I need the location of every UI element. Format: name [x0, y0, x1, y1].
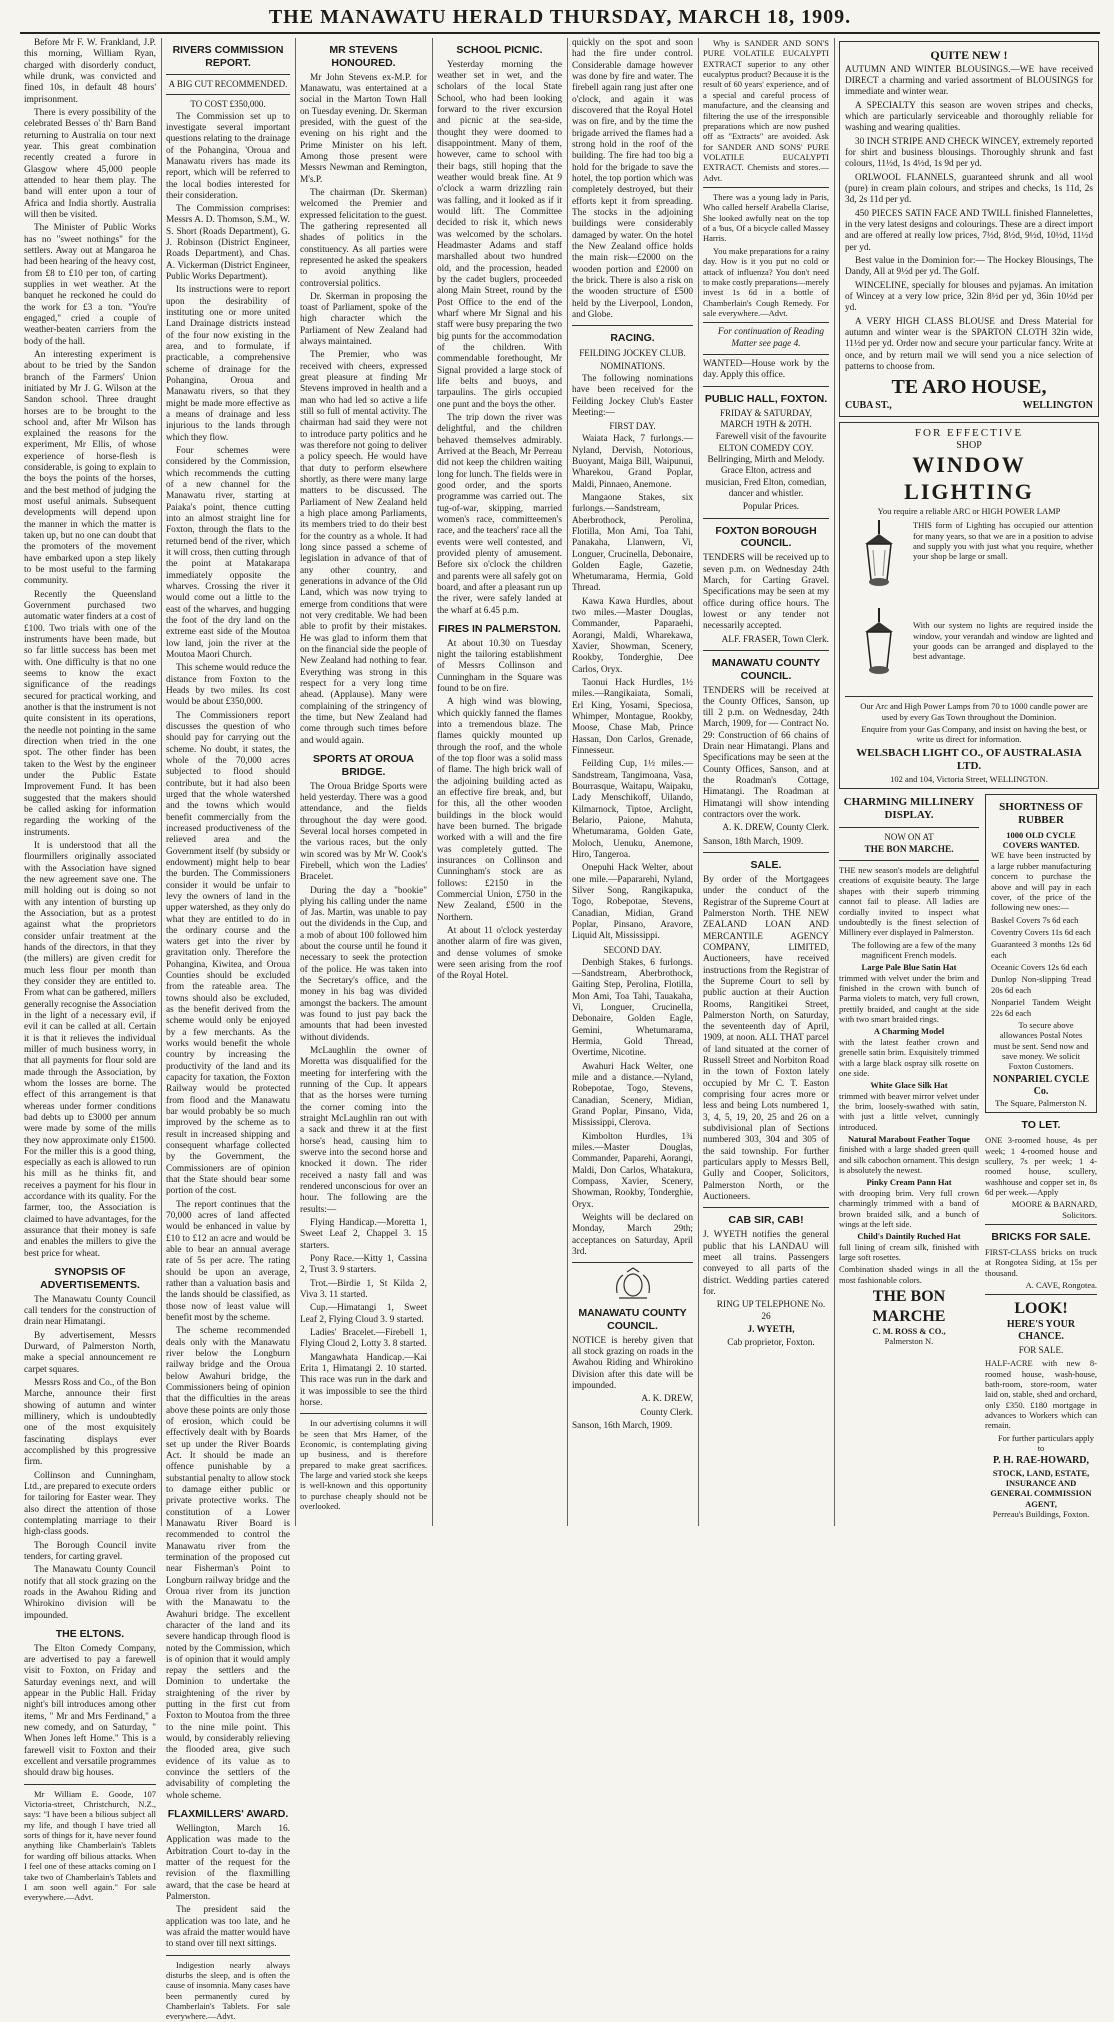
flaxmillers-paragraph: Wellington, March 16. Application was made to the Arbitration Court to-day in the matter of the request for the revision of the flaxmilling award, that the case be heard at Palmerston. [166, 1823, 290, 1902]
news-paragraph: An interesting experiment is about to be tried by the Sandon branch of the Farmers' Union initiated by Mr J. G. Wilson at the Sandon school. Three draught horses are to be brought to the school and, after Mr Wilson has explained the reasons for the experiment, Mr Ellis, of whose experience of horse-flesh is considerable, is going to explain to the boys the points of the horses, and the best method of judging the most useful animals. Subsequent developments will depend upon the manner in which the matter is taken up, but no one can doubt that the promoters of the movement have embarked upon a step likely to be most useful to the farming community. [24, 349, 156, 587]
picnic-paragraph: Yesterday morning the weather set in wet, and the scholars of the local State School, who had been looking forward to the river excursion and picnic at the sea-side, thought they were doomed to disappointment. Many of them, however, came to school with their bags, still hoping that the weather would break fine. At 9 o'clock a warm drizzling rain was falling, and it looked as if it would lift. The Committee decided to risk it, which news was welcomed by the scholars. Headmaster Adams and staff marshalled about two hundred old, and the procession, headed by the cadet buglers, proceeded along Main Street, round by the Post Office to the end of the wharf where Mr Signal and his staff were busy preparing the two big punts for the accommodation of the children. With commendable forethought, Mr Signal provided a large stock of life belts and buoys, and tarpaulins. The girls occupied one punt and the boys the other. [437, 59, 562, 410]
hat-name: Pinky Cream Pann Hat [866, 1177, 952, 1188]
bricks-signature: A. CAVE, Rongotea. [1025, 1279, 1097, 1290]
news-paragraph: Recently the Queensland Government purchased two automatic water finders at a cost of £100. Two trials with one of the instruments have been made, but so far little success has been met with. One difficulty is that no one seems to know the exact significance of the readings secured for practical working, and another is that the instrument is not quite consistent in its operations, the needle not pointing in the same direction when tried in the one spot. The other finder has been taken to the West by the engineer under the Public Estate Improvement Fund. It has been suggested that the makers should be called asking for information regarding the working of the instruments. [24, 589, 156, 838]
lighting-foot: Our Arc and High Power Lamps from 70 to 1000 candle power are used by every Gas Town throughout the Dominion. [860, 701, 1088, 722]
rubber-price: Coventry Covers 11s 6d each [991, 927, 1091, 937]
lighting-body-row-2 [845, 604, 1093, 692]
lower-right-ads [839, 794, 1099, 1519]
stevens-heading: MR STEVENS HONOURED. [329, 44, 398, 69]
borough-body: TENDERS will be received up to seven p.m. on Wednesday 24th March, for Carting Gravel. Specifications may be seen at my office during office hours. The lowest or any tender not necessarily accepted. [703, 553, 829, 632]
column-rule [161, 38, 162, 1526]
second-day-label: SECOND DAY. [603, 944, 662, 955]
divider [572, 1262, 693, 1263]
lighting-foot-2: Enquire from your Gas Company, and insist on having the best, or write us direct for information. [861, 724, 1087, 745]
bon-marche-logo: THE BON MARCHE [872, 1288, 946, 1325]
rae-howard-title: STOCK, LAND, ESTATE, INSURANCE AND GENERAL COMMISSION AGENT, [990, 1467, 1092, 1509]
county-notice-signature: A. K. DREW, [641, 1394, 693, 1405]
quite-new-item: 450 PIECES SATIN FACE AND TWILL finished Flannelettes, in the very latest designs and colourings. These are a direct import and are offered at really low prices, 7½d, 8½d, 9½d, 10½d, 11½d per yd. [845, 208, 1093, 253]
divider [703, 650, 829, 651]
divider [703, 187, 829, 188]
nonpariel-address: The Square, Palmerston N. [995, 1098, 1087, 1109]
sale-body: By order of the Mortgagees under the conduct of the Registrar of the Supreme Court at Palmerston North. THE NEW ZEALAND LOAN AND MERCANTILE AGENCY COMPANY, LIMITED, Auctioneers, have received instructions from the Registrar of the Supreme Court to sell by public auction at their Auction Rooms, Rangitikei Street, Palmerston North, on Saturday, the seventeenth day of April, 1909, at noon. ALL THAT parcel of land situated at the corner of Russell Street and Norbiton Road in the town of Foxton lately occupied by Mr C. T. Easton comprising four acres more or less and being Lots numbered 1, 3, 4, 5, 19, 20, 25 and 26 on a subdivisional plan of Sections numbered 303, 304 and 305 of the said township. For further particulars apply to Messrs Bell, Gully and Cooper, Solicitors, Palmerston North, or the Auctioneers. [703, 874, 829, 1203]
eltons-heading: THE ELTONS. [55, 1627, 125, 1640]
rubber-subheading: 1000 OLD CYCLE COVERS WANTED. [1002, 829, 1080, 851]
millinery-body: THE new season's models are delightful creations of exquisite beauty. The large shapes with their superb trimming cannot fail to please. All ladies are cordially invited to inspect what undoubtedly is the finest selection of Millinery ever displayed in Palmerston. [839, 865, 979, 938]
welsbach-name: WELSBACH LIGHT CO., OF AUSTRALASIA LTD. [856, 746, 1082, 773]
rubber-price: Dunlop Non-slipping Tread 20s 6d each [991, 974, 1091, 995]
bon-marche-owner: C. M. ROSS & CO., [872, 1326, 946, 1337]
public-hall-prices: Popular Prices. [742, 502, 800, 513]
cab-heading: CAB SIR, CAB! [728, 1214, 804, 1227]
divider [24, 1784, 156, 1785]
news-paragraph: It is understood that all the flourmillers originally associated with the Association have signed the new agreement save one. The mill holding out is doing so not with any intention of bursting up the Association, but as a protest against what the proprietors consider unfair treatment at the hands of the directors, in that they (the millers) are given credit for much less flour per month than they consider they are entitled to. From what can be gathered, millers generally recognise the Association in the light of a necessary evil, if evil it can be called at all. Certain it is that it relieves the individual miller of much business worry, in that all payments for flour sold are made through the Association, by whom the losses are borne. The effect of this arrangement is that whereas under former conditions bad debts up to £3000 per annum were made by some of the mills they now approximate only £1500. For the miller this is a good thing, especially as each is allowed to run his mill as he thinks fit, and receives a payment for his flour in accordance with its quality. For the farmer, too, the Association is claimed to have advantages, for the assurance that their money is safe and enables the millers to give the best price for wheat. [24, 840, 156, 1259]
rubber-foot: To secure above allowances Postal Notes must be sent. Send now and save money. We solicit Foxton Customers. [993, 1019, 1089, 1072]
lighting-body-row [845, 516, 1093, 604]
te-aro-street: CUBA ST., [845, 399, 892, 411]
synopsis-item: The Borough Council invite tenders, for carting gravel. [24, 1540, 156, 1562]
hat-description: finished with a large shaded green quill and silk cabochon ornament. This design is absolutely the newest. [839, 1144, 979, 1176]
fires-paragraph: A high wind was blowing, which quickly fanned the flames into a tremendous blaze. The flames quickly mounted up through the roof, and the whole of the top floor was a solid mass of flame. The high brick wall of the adjoining building acted as an effective fire break, and, but for this, all the other wooden buildings in the block would have been burned. The brigade worked with a will and the fire was completely gutted. The insurances on Collinson and Cunningham's stock are as follows: £2150 in the Commercial Union, £750 in the New Zealand, £500 in the Northern. [437, 697, 562, 923]
hat-name: Child's Daintily Ruched Hat [857, 1231, 961, 1242]
rivers-paragraph: The Commissioners report discusses the question of who should pay for carrying out the scheme. No doubt, it states, the whole of the 70,000 acres subjected to flood should contribute, but it had also been urged that the whole watershed and the towns which would benefit commercially from the increased productiveness of the relieved area and the Government itself (by subsidy or endowment) might help to bear the burden. The Commissioners consider it would be unfair to levy the owners of land in the upper watershed, as they only do what they are entitled to do in the ordinary course and the waters get into the river by gravitation only. Therefore the Pohangina, Kiwitea, and Oroua Counties should be excluded from the rateable area. The towns should also be excluded, as the benefit derived from the scheme would only be enjoyed by a few merchants. As the works would benefit the whole country by increasing the productivity of the land and its capacity for taxation, the Foxton Railway would be protected from flood and the Manawatu bar would probably be so much improved by the scheme as to result in increased shipping and consequent wharfage collected by the Government, the Commissioners are of opinion that the State should bear some portion of the cost. [166, 710, 290, 1197]
race-entry: Kawa Kawa Hurdles, about two miles.—Master Douglas, Commander, Paparaehi, Aorangi, Maldi, Wharekawa, Xavier, Showman, Scenery, Rookby, Tonderghie, Dee Carlos, Oryx. [572, 596, 693, 675]
weights-notice: Weights will be declared on Monday, March 29th; acceptances on Saturday, April 3rd. [572, 1212, 693, 1257]
divider [166, 74, 290, 75]
divider [845, 696, 1093, 697]
column-rule [834, 38, 835, 1526]
sports-result: Mangawhata Handicap.—Kai Erita 1, Himatangi 2. 10 started. This race was run in the dark and it was impossible to see the third horse. [300, 1352, 427, 1408]
flaxmillers-heading: FLAXMILLERS' AWARD. [167, 1808, 289, 1821]
economic-advt: In our advertising columns it will be seen that Mrs Hamer, of the Economic, is contemplating giving up business, and is therefore prepared to make great sacrifices. The large and varied stock she keeps is well-known and this opportunity to purchase cheaply should not be overlooked. [300, 1418, 427, 1512]
look-subheading: HERE'S YOUR CHANCE. [1006, 1318, 1076, 1343]
fires-paragraph: At about 11 o'clock yesterday another alarm of fire was given, and dense volumes of smoke were seen arising from the roof of the Royal Hotel. [437, 925, 562, 982]
rubber-price: Nonpariel Tandem Weight 22s 6d each [991, 997, 1091, 1018]
rubber-price: Baskel Covers 7s 6d each [991, 914, 1079, 925]
eucalypti-advt: Why is SANDER AND SON'S PURE VOLATILE EUCALYPTI EXTRACT superior to any other eucalyptus product? Because it is the result of 60 years' experience, and of a special and careful process of manufacture, and the cleansing and filtering the use of the irresponsible preparations which are now pushed off as "Extracts" are avoided. Ask for SANDER AND SONS' PURE VOLATILE EUCALYPTI EXTRACT. Chemists and stores.—Advt. [703, 38, 829, 183]
rubber-price: Guaranteed 3 months 12s 6d each [991, 939, 1091, 960]
rivers-heading: RIVERS COMMISSION REPORT. [172, 44, 284, 69]
testimonial-advt: Mr William E. Goode, 107 Victoria-street, Christchurch, N.Z., says: "I have been a bilious subject all my life, and though I have tried all sorts of things for it, have never found anything like Chamberlain's Tablets for warding off bilious attacks. When I feel one of these attacks coming on I take two of Chamberlain's Tablets and I am soon well again." For sale everywhere.—Advt. [24, 1788, 156, 1903]
eltons-paragraph: The Elton Comedy Company, are advertised to pay a farewell visit to Foxton, on Friday and Saturday evenings next, and will appear in the Public Hall. Friday night's bill introduces among other items, " Mr and Mrs Ferdinand," a new comedy, and on Saturday, " When Jones left Home." This is a farewell visit to Foxton and their excellent and versatile programmes should draw big houses. [24, 1643, 156, 1779]
mcc-body: TENDERS will be received at the County Offices, Sanson, up till 2 p.m. on Wednesday, 24th March, 1909, for — Contract No. 29: Construction of 66 chains of Drain near Himatangi. Plans and Specifications may be seen at the County Offices, Sanson, and at the Roadman's Cottage, Himatangi. The Roadman at Himatangi will show intending contractors over the work. [703, 685, 829, 821]
column-7 [839, 38, 1099, 1526]
public-hall-date: FRIDAY & SATURDAY, MARCH 19TH & 20TH. [719, 408, 813, 430]
rivers-paragraph: Its instructions were to report upon the desirability of instituting one or more united Land Drainage districts instead of the four now existing in the area, and to formulate, if practicable, a comprehensive scheme of drainage for the Pohangina, Oroua and Manawatu rivers, so that they might be made more effective as a means of drainage and less injurious to the lands through which they flow. [166, 285, 290, 443]
rivers-subheading: A BIG CUT RECOMMENDED. [168, 78, 288, 89]
first-day-label: FIRST DAY. [609, 421, 656, 432]
te-aro-advert [839, 41, 1099, 417]
column-6 [703, 38, 829, 1526]
to-let-body: ONE 3-roomed house, 4s per week; 1 4-roomed house and scullery, 7s per week; 1 4-roomed house, scullery, washhouse and copper set in, 8s 6d per week.—Apply [985, 1135, 1097, 1197]
divider [839, 860, 979, 861]
bon-marche-place: Palmerston N. [884, 1336, 934, 1347]
quite-new-subheading: AUTUMN AND WINTER BLOUSINGS.—WE have received DIRECT a charming and varied assortment of BLOUSINGS for immediate and winter wear. [845, 64, 1093, 98]
synopsis-item: The Manawatu County Council call tenders for the construction of drain near Himatangi. [24, 1294, 156, 1328]
rubber-body: WE have been instructed by a large rubber manufacturing concern to purchase the above and will pay in each cover, of the price of the following new ones:— [991, 850, 1091, 913]
column-rule [698, 38, 699, 1526]
borough-signature: ALF. FRASER, Town Clerk. [721, 634, 829, 645]
lighting-sub: You require a reliable ARC or HIGH POWER LAMP [877, 505, 1061, 516]
county-notice-title: County Clerk. [640, 1407, 693, 1418]
county-notice-body: NOTICE is hereby given that all stock grazing on roads in the Awahou Riding and Whirokino Division after this date will be impounded. [572, 1335, 693, 1392]
quite-new-item: Best value in the Dominion for:— The Hockey Blousings, The Dandy, All at 9½d per yd. The Golf. [845, 255, 1093, 278]
rivers-paragraph: The Commission set up to investigate several important questions relating to the drainage of the Pohangina, 'Oroua and Manawatu rivers has made its report, which will be referred to the local bodies interested for their consideration. [166, 111, 290, 201]
bricks-heading: BRICKS FOR SALE. [991, 1231, 1091, 1244]
te-aro-city: WELLINGTON [1022, 399, 1093, 411]
divider [703, 518, 829, 519]
synopsis-item: By advertisement, Messrs Durward, of Palmerston North, make a special announcement re carpet squares. [24, 1330, 156, 1375]
picnic-heading: SCHOOL PICNIC. [456, 44, 543, 56]
bricks-body: FIRST-CLASS bricks on truck at Rongotea Siding, at 15s per thousand. [985, 1246, 1097, 1278]
divider [703, 386, 829, 387]
millinery-list-intro: The following are a few of the many magnificent French models. [851, 939, 977, 960]
public-hall-heading: PUBLIC HALL, FOXTON. [704, 392, 828, 405]
divider [572, 325, 693, 326]
synopsis-item: Messrs Ross and Co., of the Bon Marche, announce their first showing of autumn and winter millinery, which is undoubtedly one of the most exquisitely fascinating displays ever accomplished by this progressive firm. [24, 1378, 156, 1468]
race-entry: Mangaone Stakes, six furlongs.—Sandstream, Aberbrothock, Perolina, Flotilla, Mon Ami, Toa Tahi, Panakaha, Llanwern, Vi, Longuer, Crucinella, Debonaire, Golden Eagle, Gazetie, Whetumarama, Hermia, Gold Thread. [572, 492, 693, 594]
look-foot: For further particulars apply to [997, 1432, 1095, 1454]
divider [839, 827, 979, 828]
rivers-cost: TO COST £350,000. [190, 98, 266, 109]
indigestion-advt: Indigestion nearly always disturbs the sleep, and is often the cause of insomnia. Many cases have been permanently cured by Chamberlain's Tablets. For sale everywhere.—Advt. [166, 1959, 290, 2022]
sports-result: Flying Handicap.—Moretta 1, Sweet Leaf 2, Chappel 3. 15 starters. [300, 1218, 427, 1251]
millinery-column [839, 794, 979, 1519]
rivers-paragraph: The Commission comprises: Messrs A. D. Thomson, S.M., W. S. Short (Roads Department), G. J. Robinson (District Engineer, Roads Department), and Chas. A. Vickerman (District Engineer, Public Works Department). [166, 204, 290, 283]
column-rule [432, 38, 433, 1526]
hat-description: trimmed with velvet under the brim and finished in the crown with bunch of Parma violets to match, very full crown, prettily braided, and caught at the side with two smart braided rings. [839, 972, 979, 1025]
millinery-now-on: NOW ON AT [884, 831, 934, 842]
lighting-pre: FOR EFFECTIVE [914, 426, 1024, 439]
cab-telephone: RING UP TELEPHONE No. 26 [716, 1300, 826, 1322]
rivers-paragraph: This scheme would reduce the distance from Foxton to the Heads by two miles. Its cost would be about £350,000. [166, 663, 290, 708]
cab-title: Cab proprietor, Foxton. [727, 1338, 815, 1349]
news-paragraph: There is every possibility of the celebrated Besses o' th' Barn Band returning to Australia on tour next year. This great combination recently created a furore in Glasgow where 45,000 people attended to hear them play. The band will enter upon a tour of Africa and India shortly. Australia will then be visited. [24, 107, 156, 220]
racing-intro: The following nominations have been received for the Feilding Jockey Club's Easter Meeting:— [572, 373, 693, 418]
racing-club: FEILDING JOCKEY CLUB. [579, 348, 686, 358]
quite-new-item: ORLWOOL FLANNELS, guaranteed shrunk and all wool (pure) in cream plain colours, and stripes and checks, 1s 11d, 2s 3d, 2s 11d per yd. [845, 172, 1093, 206]
mcc-signature: A. K. DREW, County Clerk. [722, 823, 829, 834]
rubber-advert [985, 794, 1097, 1113]
hat-name: Natural Marabout Feather Toque [848, 1134, 970, 1145]
quite-new-item: A SPECIALTY this season are woven stripes and checks, which are particularly serviceable and thoroughly reliable for washing and wearing qualities. [845, 100, 1093, 134]
sports-paragraph: During the day a "bookie" plying his calling under the name of Jas. Martin, was unable to pay out the dividends in the Cup, and a mob of about 100 followed him about the course until he found it necessary to seek the protection of the police. He was taken into the Secretary's office, and the money in his bag was divided amongst the backers. The amount was found to just pay back the amounts that had been invested without dividends. [300, 885, 427, 1043]
quite-new-item: WINCELINE, specially for blouses and pyjamas. An imitation of Wincey at a very low price, 32in 8½d per yd, 36in 10½d per yd. [845, 280, 1093, 314]
mcc-heading: MANAWATU COUNTY COUNCIL. [711, 656, 821, 682]
divider [703, 322, 829, 323]
picnic-paragraph: The trip down the river was delightful, and the children behaved themselves admirably. Arrived at the Beach, Mr Perreau did not keep the children waiting long for lunch. The fields were in good order, and the sports programme was carried out. The tug-of-war, skipping, married women's race, committeemen's race, and the teachers' race all the events were well contested, and provided plenty of amusement. Before six o'clock the children and parents were all safely got on board, and after a pleasant run up the river, were safely landed at the wharf at 6.45 p.m. [437, 412, 562, 616]
hat-name: White Glace Silk Hat [870, 1080, 948, 1091]
column-rule [295, 38, 296, 1526]
welsbach-address: 102 and 104, Victoria Street, WELLINGTON. [890, 773, 1048, 784]
fires-heading: FIRES IN PALMERSTON. [438, 622, 561, 635]
cab-body: J. WYETH notifies the general public that his LANDAU will meet all trains. Passengers conveyed to all parts of the district. Wedding parties catered for. [703, 1230, 829, 1297]
sports-result: Cup.—Himatangi 1, Sweet Leaf 2, Flying Cloud 3. 9 started. [300, 1303, 427, 1325]
street-lamp-icon [859, 520, 899, 600]
look-for-sale: FOR SALE. [1018, 1345, 1064, 1356]
race-entry: Taonui Hack Hurdles, 1½ miles.—Rangikaiata, Somali, Erl King, Yosami, Speciosa, Whimper, Montague, Rookby, Moose, Chase Mab, Prince Hassan, Don Carlos, Grenade, Finnesseur. [572, 678, 693, 757]
look-body: HALF-ACRE with new 8-roomed house, wash-house, bath-room, store-room, water laid on, stable, shed and orchard, only £350. £180 mortgage in advances to Workers which can remain. [985, 1358, 1097, 1431]
race-entry: Waiata Hack, 7 furlongs.—Nyland, Dervish, Notorious, Buoyant, Maiga Bill, Waipunui, Wharekou, Grand Poplar, Maldi, Pinnaeo, Anemone. [572, 434, 693, 490]
race-entry: Onepuhi Hack Welter, about one mile.—Papararehi, Nyland, Silver Song, Rangikapuka, Togo, Robepotae, Stevens, Canadian, Midian, Grand Poplar, Pinsano, Aravore, Liquid Alt, Mississippi. [572, 863, 693, 942]
synopsis-item: The Manawatu County Council notify that all stock grazing on the roads in the Awahou Riding and Whirokino division will be impounded. [24, 1565, 156, 1621]
divider [985, 1224, 1097, 1225]
column-2 [166, 38, 290, 2022]
sports-result: Pony Race.—Kitty 1, Cassina 2, Trust 3. 9 starters. [300, 1254, 427, 1276]
sports-result: Trot.—Birdie 1, St Kilda 2, Viva 3. 11 started. [300, 1278, 427, 1300]
column-4 [437, 38, 562, 1526]
millinery-foot: Combination shaded wings in all the most fashionable colors. [839, 1264, 979, 1285]
county-notice-heading: MANAWATU COUNTY COUNCIL. [578, 1307, 687, 1332]
lighting-body-2: With our system no lights are required inside the window, your verandah and window are lighted and your goods can be arranged and displayed to the best advantage. [913, 620, 1093, 662]
advt-paragraph: There was a young lady in Paris, Who called herself Arabella Clarise, She looked awfully neat on the top of a 'bus, Of a bicycle called Massey Harris. [703, 192, 829, 244]
lighting-body: THIS form of Lighting has occupied our attention for many years, so that we are in a position to advise and supply you with just what you require, whether your shop be large or small. [913, 520, 1093, 562]
race-entry: Kimbolton Hurdles, 1¾ miles.—Master Douglas, Commander, Paparehi, Aorangi, Maldi, Don Carlos, Whatakura, Compass, Xavier, Scenery, Showman, Rookby, Tonderghie, Oryx. [572, 1131, 693, 1210]
window-lighting-advert [839, 422, 1099, 789]
quite-new-heading: QUITE NEW ! [930, 48, 1008, 62]
rae-howard-address: Perreau's Buildings, Foxton. [992, 1509, 1090, 1520]
stevens-paragraph: Mr John Stevens ex-M.P. for Manawatu, was entertained at a social in the Marton Town Hall on Tuesday evening. Dr. Skerman presided, with the guest of the evening on his right and the Prime Minister on his left. Among those present were Messrs Newman and Remington, M's.P. [300, 72, 427, 185]
divider [703, 852, 829, 853]
divider [703, 1207, 829, 1208]
divider [166, 94, 290, 95]
rivers-paragraph: The report continues that the 70,000 acres of land affected would be enhanced in value by £10 to £12 an acre and would be able to bear an annual average rate of 5s per acre. The rating should be upon an average, rather than a valuation basis and the lands should be classified, as those now of least value will benefit most by the scheme. [166, 1199, 290, 1323]
rivers-paragraph: The scheme recommended deals only with the Manawatu river below the Longburn railway bridge and the Oroua below Awahuri bridge, the Commissioners being of opinion that the difficulties in the areas above these points are only those of erosion, which could be effectively dealt with by Boards set up under the River Boards Act. It should be made an offence punishable by a substantial penalty to allow stock to damage either public or private protective works. The constitution of a Lower Manawatu River Board is recommended to control the Manawatu river from the termination of the proposed cut near Fisherman's Point to Longburn railway bridge and the Oroua river from its junction with the Manawatu to the Awahuri bridge. The excellent character of the land and its severe handicap through flood is noted by the Commission, which is of opinion that it would amply repay the settlers and the Dominion to undertake the straightening of the river by putting in the first cut from Foxton to Moutoa from the three to the nine mile point. This would, by considerably relieving the flooded area, give such evidence of its value as to convince the settlers of the advisability of completing the whole scheme. [166, 1326, 290, 1801]
mcc-date: Sanson, 18th March, 1909. [703, 836, 804, 847]
millinery-store: THE BON MARCHE. [864, 844, 954, 855]
divider [703, 354, 829, 355]
synopsis-item: Collinson and Cunningham, Ltd., are prepared to execute orders for tailoring for Easter wear. They also direct the attention of those contemplating marriage to their high-class goods. [24, 1470, 156, 1538]
stevens-paragraph: Dr. Skerman in proposing the toast of Parliament, spoke of the high character which the Parliament of New Zealand had always maintained. [300, 291, 427, 348]
hat-name: A Charming Model [873, 1026, 945, 1037]
stevens-paragraph: The Premier, who was received with cheers, expressed great pleasure at finding Mr Stevens improved in health and a man who had led so active a life still so full of mental activity. The chairman had said they were not to introduce party politics and he was therefore not going to deliver a policy speech. He would have that duty to perform elsewhere shortly, as there were many large matters to be discussed. The Parliament of New Zealand held a high place among Parliaments, its members tried to do their best for the country as a whole. It had long since passed a scheme of legislation in advance of that of any other country, and generations in advance of the Old Land, which was now trying to emerge from conditions that were not very creditable. We had been able to profit by their mistakes. He was glad to inform them that on the financial side the people of New Zealand had nothing to fear. Everything was strong in this respect for a very long time ahead. (Applause). Many were complaining of the stringency of the time, but New Zealand had come through such times before and would again. [300, 350, 427, 746]
stevens-paragraph: The chairman (Dr. Skerman) welcomed the Premier and expressed felicitation to the guest. The gathering represented all shades of politics in the constituency. As all parties were represented he asked the speakers to avoid anything like controversial politics. [300, 187, 427, 289]
rubber-heading: SHORTNESS OF RUBBER [999, 800, 1083, 827]
cab-signature: J. WYETH, [747, 1324, 795, 1335]
fires-paragraph: At about 10.30 on Tuesday night the tailoring establishment of Messrs Collinson and Cunningham in the Square was found to be on fire. [437, 638, 562, 694]
hat-description: with drooping brim. Very full crown charmingly trimmed with a band of brown braided silk, and a bunch of wings at the left side. [839, 1187, 979, 1229]
nonpariel-name: NONPARIEL CYCLE Co. [992, 1073, 1090, 1097]
to-let-heading: TO LET. [1021, 1119, 1061, 1132]
public-hall-body: Farewell visit of the favourite ELTON COMEDY COY. Bellringing, Mirth and Melody. Grace Elton, actress and musician, Fred Elton, comedian, dancer and whistler. [705, 432, 827, 500]
borough-heading: FOXTON BOROUGH COUNCIL. [715, 524, 817, 550]
column-5 [572, 38, 693, 1526]
sports-result: Ladies' Bracelet.—Firebell 1, Flying Cloud 2, Lotty 3. 8 started. [300, 1327, 427, 1350]
look-heading: LOOK! [1014, 1300, 1068, 1318]
sale-heading: SALE. [750, 859, 782, 872]
millinery-heading: CHARMING MILLINERY DISPLAY. [843, 795, 975, 822]
te-aro-address [845, 400, 1093, 412]
quite-new-item: A VERY HIGH CLASS BLOUSE and Dress Material for autumn and winter wear is the SPARTON CLOTH 32in wide, 11½d per yd. Order now and secure your particular fancy. Write at once, and by return mail we will send you a nice selection of patterns to choose from. [845, 316, 1093, 372]
quite-new-item: 30 INCH STRIPE AND CHECK WINCEY, extremely reported for shirt and business blousings. Thoroughly shrunk and fast colours, 11½d, 1s 4½d, 1s 9d per yd. [845, 136, 1093, 170]
divider [166, 1955, 290, 1956]
race-entry: Awahuri Hack Welter, one mile and a distance.—Nyland, Robepotae, Togo, Stevens, Canadian, Scenery, Midian, Grand Poplar, Pinsano, Vida, Mississippi, Clerova. [572, 1061, 693, 1129]
wanted-advt: WANTED—House work by the day. Apply this office. [703, 359, 829, 381]
divider [300, 1413, 427, 1414]
racing-heading: RACING. [610, 332, 655, 345]
flaxmillers-paragraph: The president said the application was too late, and he was afraid the matter would have to stand over till next sittings. [166, 1905, 290, 1950]
rubber-price: Oceanic Covers 12s 6d each [991, 962, 1088, 973]
column-rule [567, 38, 568, 1526]
hat-description: trimmed with beaver mirror velvet under the brim, loosely-swathed with satin, with just a little velvet, cunningly introduced. [839, 1090, 979, 1132]
news-paragraph: Before Mr F. W. Frankland, J.P. this morning, William Ryan, charged with disorderly conduct, while drunk, was convicted and fined 10s, in default 48 hours' imprisonment. [24, 38, 156, 105]
sports-paragraph: The Oroua Bridge Sports were held yesterday. There was a good attendance, and the fields throughout the day were good. Several local horses competed in the various races, but the only win scored was by Mr W. Cook's Firebell, which won the Ladies' Bracelet. [300, 781, 427, 883]
race-entry: Denbigh Stakes, 6 furlongs.—Sandstream, Aberbrothock, Gaiting Step, Perolina, Flotilla, Mon Ami, Toa Tahi, Tauakaha, Vi, Longuer, Crucinella, Debonaire, Golden Eagle, Gemini, Whetumarama, Hermia, Gold Thread, Overtime, Nicotine. [572, 957, 693, 1059]
continuation-note: For continuation of Reading Matter see page 4. [717, 327, 825, 349]
county-notice-date: Sanson, 16th March, 1909. [572, 1421, 673, 1432]
hat-description: with the latest feather crown and grenelle satin brim. Exquisitely trimmed with a large black ospray silk rosette on one side. [839, 1036, 979, 1078]
race-entry: Feilding Cup, 1½ miles.—Sandstream, Tangimoana, Vasa, Bourrasque, Waitapu, Waipaku, Lady Menschikoff, Uilando, Kilmarnock, Tiptoe, Arclight, Belario, Paione, Mahuta, Whetumarama, Golden Gate, Moloch, Uenuku, Anemone, Hiro, Tangeroa. [572, 759, 693, 861]
fires-continued: quickly on the spot and soon had the fire under control. Considerable damage however was done by fire and water. The firebell again rang just after one o'clock, and again it was discovered that the Royal Hotel was on fire, and by the time the brigade arrived the flames had a strong hold in the roof of the building. The fire had too big a hold for the brigade to save the hotel, the top portion which was completely destroyed, but their efforts kept it from spreading. The stocks in the adjoining buildings were considerably damaged by water. On the hotel the New Zealand office holds the main risk—£2000 on the wooden portion and £2000 on the brick. There is also a risk on the wooden structure of £500 held by the Liverpool, London, and Globe. [572, 38, 693, 320]
lighting-shop: SHOP [956, 440, 982, 452]
rivers-paragraph: Four schemes were considered by the Commission, which recommends the cutting of a new channel for the Manawatu river, starting at Paiaka's point, thence cutting into an almost straight line for Foxton, through the flats to the returned bend of the river, which it will cross, then cutting through the point at Matakarapa immediately opposite the wharves. Crossing the river it would come out a little to the east of the wharves, and hugging the foot of the dry land on the extreme east side of the Moutoa low land, join the river at the Moutoa Maori Church. [166, 446, 290, 660]
rae-howard-name: P. H. RAE-HOWARD, [992, 1455, 1090, 1467]
lighting-title: WINDOW LIGHTING [904, 452, 1034, 505]
hat-name: Large Pale Blue Satin Hat [861, 962, 957, 973]
news-paragraph: The Minister of Public Works has no "sweet nothings" for the settlers. Away out at Mangaroa he had been hearing of the heavy cost, from £8 to £10 per ton, of carting supplies in wet weather. At the banquet he reckoned he could do the work for £3 a ton. "You're engaged," cried a couple of weather-beaten carriers from the body of the hall. [24, 223, 156, 347]
sports-paragraph: McLaughlin the owner of Moretta was disqualified for the meeting for interfering with the running of the Cup. It appears that as the horses were turning the corner coming into the straight McLaughlin ran out with a sack and threw it at the first horse's head, causing him to swerve into the second horse and knocked it down. The rider received a nasty fall and was rendered unconscious for over an hour. The following are the results:— [300, 1046, 427, 1215]
right-ads-column [985, 794, 1097, 1519]
street-lamp-icon [859, 608, 899, 688]
te-aro-house-title: TE ARO HOUSE, [891, 376, 1047, 399]
to-let-signature: MOORE & BARNARD, Solicitors. [1011, 1199, 1097, 1220]
advt-paragraph: You make preparations for a rainy day. How is it you put no cold or attack of influenza? You don't need to make costly preparations—merely invest 1s 6d in a bottle of Chamberlain's Cough Remedy. For sale everywhere.—Advt. [703, 245, 829, 318]
sports-heading: SPORTS AT OROUA BRIDGE. [313, 752, 414, 778]
synopsis-heading: SYNOPSIS OF ADVERTISEMENTS. [40, 1266, 140, 1291]
masthead: THE MANAWATU HERALD THURSDAY, MARCH 18, 1909. [20, 6, 1100, 34]
divider [985, 1294, 1097, 1295]
racing-nominations: NOMINATIONS. [600, 360, 665, 371]
coat-of-arms-icon [611, 1267, 655, 1301]
hat-description: full lining of cream silk, finished with large soft rosettes. [839, 1241, 979, 1262]
column-1 [24, 38, 156, 1903]
column-3 [300, 38, 427, 1526]
